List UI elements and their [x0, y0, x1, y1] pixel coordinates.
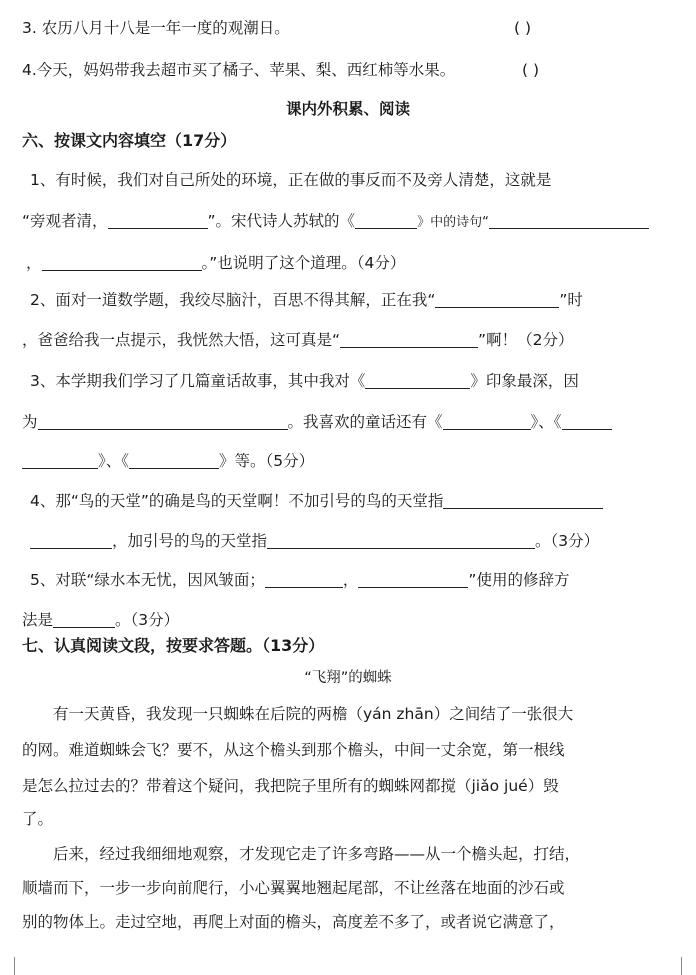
answer-parentheses[interactable]: ( ): [522, 61, 540, 79]
q5-text: 5、对联“绿水本无忧，因风皱面；: [30, 571, 265, 589]
passage-line: 有一天黄昏，我发现一只蜘蛛在后院的两檐（yán zhān）之间结了一张很大: [53, 705, 574, 723]
answer-blank[interactable]: [435, 291, 559, 308]
q1-text: “旁观者清，: [22, 212, 108, 230]
q3-text: 3、本学期我们学习了几篇童话故事，其中我对《: [30, 372, 366, 390]
answer-blank[interactable]: [355, 212, 417, 229]
q5-line-1: [30, 569, 676, 591]
q3-line-1: [30, 370, 676, 392]
answer-blank[interactable]: [443, 413, 531, 430]
q5-text: 。（3分）: [115, 611, 180, 629]
q1-line-1: 1、有时候，我们对自己所处的环境，正在做的事反而不及旁人清楚，这就是: [30, 171, 552, 189]
judge-item-3: [22, 17, 676, 39]
q3-line-2: [22, 411, 676, 433]
q4-text: 。（3分）: [535, 532, 600, 550]
q3-line-3: [22, 450, 676, 472]
section-seven-title: 七、认真阅读文段，按要求答题。（13分）: [22, 636, 325, 655]
answer-blank[interactable]: [265, 571, 343, 588]
answer-blank[interactable]: [443, 492, 603, 509]
q2-text: ”时: [559, 291, 583, 309]
q1-text: ，: [26, 254, 42, 272]
q1-line-3: [22, 252, 676, 274]
answer-blank[interactable]: [365, 372, 470, 389]
answer-blank[interactable]: [108, 212, 208, 229]
answer-blank[interactable]: [562, 413, 612, 430]
passage-line: 是怎么拉过去的？带着这个疑问，我把院子里所有的蜘蛛网都搅（jiǎo jué）毁: [22, 777, 559, 795]
q2-text: 2、面对一道数学题，我绞尽脑汁，百思不得其解，正在我“: [30, 291, 436, 309]
section-six-title: 六、按课文内容填空（17分）: [22, 131, 237, 150]
q5-line-2: [22, 609, 676, 631]
answer-parentheses[interactable]: ( ): [514, 19, 532, 37]
passage-title: “飞翔”的蜘蛛: [304, 670, 392, 686]
answer-blank[interactable]: [30, 532, 112, 549]
q2-text: ，爸爸给我一点提示，我恍然大悟，这可真是“: [22, 331, 341, 349]
q1-text: 》中的诗句“: [417, 215, 489, 230]
q1-text: ”。宋代诗人苏轼的《: [207, 212, 356, 230]
answer-blank[interactable]: [489, 212, 649, 229]
q3-text: 。我喜欢的童话还有《: [287, 413, 443, 431]
passage-line: 顺墙而下，一步一步向前爬行，小心翼翼地翘起尾部，不让丝落在地面的沙石或: [22, 879, 565, 897]
passage-line: 了。: [22, 810, 54, 828]
q3-text: 》等。（5分）: [219, 452, 315, 470]
q5-text: ，: [342, 571, 359, 589]
q4-line-1: [30, 490, 676, 512]
q3-text: 为: [22, 413, 38, 431]
q4-text: 4、那“鸟的天堂”的确是鸟的天堂啊！不加引号的鸟的天堂指: [30, 492, 444, 510]
answer-blank[interactable]: [53, 611, 115, 628]
q2-text: ”啊！（2分）: [478, 331, 574, 349]
passage-line: 后来，经过我细细地观察，才发现它走了许多弯路——从一个檐头起，打结，: [53, 845, 581, 863]
judge-item-3-text: 3. 农历八月十八是一年一度的观潮日。: [22, 19, 290, 37]
answer-blank[interactable]: [22, 452, 98, 469]
q5-text: 法是: [22, 611, 54, 629]
page-crop-mark: [14, 957, 15, 975]
judge-item-4: [22, 59, 676, 81]
passage-line: 别的物体上。走过空地，再爬上对面的檐头，高度差不多了，或者说它满意了，: [22, 913, 565, 931]
answer-blank[interactable]: [129, 452, 219, 469]
page-crop-mark: [681, 957, 682, 975]
judge-item-4-text: 4.今天，妈妈带我去超市买了橘子、苹果、梨、西红柿等水果。: [22, 61, 456, 79]
q3-text: 》、《: [530, 413, 562, 431]
answer-blank[interactable]: [42, 254, 202, 271]
answer-blank[interactable]: [340, 331, 478, 348]
q3-text: 》、《: [98, 452, 130, 470]
q2-line-2: [22, 329, 676, 351]
q4-text: ，加引号的鸟的天堂指: [112, 532, 268, 550]
q2-line-1: [30, 289, 676, 311]
answer-blank[interactable]: [267, 532, 535, 549]
q5-text: ”使用的修辞方: [468, 571, 570, 589]
passage-line: 的网。难道蜘蛛会飞？要不，从这个檐头到那个檐头，中间一丈余宽，第一根线: [22, 741, 565, 759]
q3-text: 》印象最深，因: [470, 372, 579, 390]
answer-blank[interactable]: [38, 413, 288, 430]
q4-line-2: [22, 530, 676, 552]
q1-line-2: [22, 210, 676, 234]
section-heading: 课内外积累、阅读: [285, 100, 410, 118]
q1-text: 。”也说明了这个道理。（4分）: [201, 254, 406, 272]
answer-blank[interactable]: [358, 571, 468, 588]
